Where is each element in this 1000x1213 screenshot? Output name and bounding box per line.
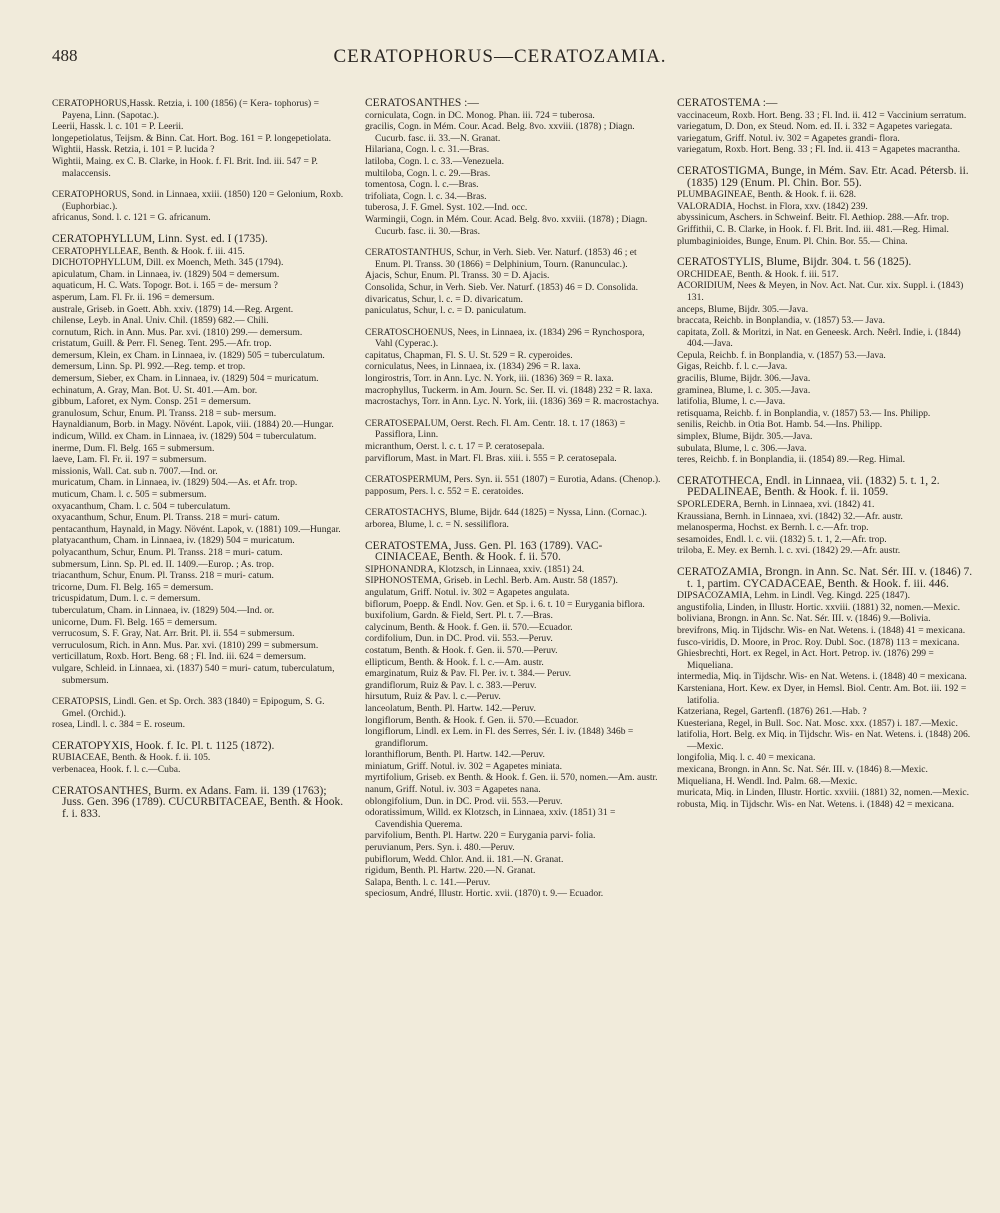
species-line: DIPSACOZAMIA, Lehm. in Lindl. Veg. Kingd. 225 (1847). [677,590,910,602]
species-line: biflorum, Poepp. & Endl. Nov. Gen. et Sp. i. 6. t. 10 = Eurygania biflora. [365,598,645,610]
species-line: gracilis, Blume, Bijdr. 306.—Java. [677,373,811,385]
genus-entry [365,247,661,317]
species-line: corniculata, Cogn. in DC. Monog. Phan. iii. 724 = tuberosa. [365,109,595,121]
species-line: verruculosum, Rich. in Ann. Mus. Par. xvi. (1810) 299 = submersum. [52,639,319,651]
species-line: Warmingii, Cogn. in Mém. Cour. Acad. Belg. 8vo. xxviii. (1878) ; Diagn. Cucurb. fasc. ii. 30.—Bras. [365,213,648,237]
species-line: cordifolium, Dun. in DC. Prod. vii. 553.—Peruv. [365,633,553,645]
species-line: variegatum, Roxb. Hort. Beng. 33 ; Fl. Ind. ii. 413 = Agapetes macrantha. [677,144,961,156]
species-line: longirostris, Torr. in Ann. Lyc. N. York, iii. (1836) 369 = R. laxa. [365,373,614,385]
species-line: senilis, Reichb. in Otia Bot. Hamb. 54.—Ins. Philipp. [677,419,883,431]
species-line: polyacanthum, Schur, Enum. Pl. Transs. 218 = muri- catum. [52,546,283,558]
genus-heading: CERATOSTEMA, Juss. Gen. Pl. 163 (1789). VAC- CINIACEAE, Benth. & Hook. f. ii. 570. [365,539,603,564]
species-line: pentacanthum, Haynald, in Magy. Növént. Lapok, v. (1881) 109.—Hungar. [52,523,341,535]
genus-heading: CERATOSTANTHUS, Schur, in Verh. Sieb. Ver. Naturf. (1853) 46 ; et Enum. Pl. Transs. 30 (1866) = Delphinium, Tourn. (Ranunculac.). [365,247,637,270]
species-line: muticum, Cham. l. c. 505 = submersum. [52,489,207,500]
page-header [0,46,1000,76]
species-line: SPORLEDERA, Bernh. in Linnaea, xvi. (1842) 41. [677,499,875,510]
species-line: parviflorum, Mast. in Mart. Fl. Bras. xiii. i. 555 = P. ceratosepala. [365,452,617,464]
species-line: intermedia, Miq. in Tijdschr. Wis- en Nat. Wetens. i. (1848) 40 = mexicana. [677,671,967,683]
species-line: macrophyllus, Tuckerm. in Am. Journ. Sc. Ser. II. vi. (1848) 232 = R. laxa. [365,384,653,396]
species-line: parvifolium, Benth. Pl. Hartw. 220 = Eurygania parvi- folia. [365,830,596,842]
species-line: fusco-viridis, D. Moore, in Proc. Roy. Dubl. Soc. (1878) 113 = mexicana. [677,636,960,648]
species-line: Wightii, Maing. ex C. B. Clarke, in Hook. f. Fl. Brit. Ind. iii. 547 = P. malaccensis. [52,155,318,179]
species-line: platyacanthum, Cham. in Linnaea, iv. (1829) 504 = muricatum. [52,535,295,547]
species-line: loranthiflorum, Benth. Pl. Hartw. 142.—Peruv. [365,749,545,761]
species-line: latifolia, Hort. Belg. ex Miq. in Tijdschr. Wis- en Nat. Wetens. i. (1848) 206.—Mexic. [677,729,971,752]
species-line: tricuspidatum, Dum. l. c. = demersum. [52,593,201,605]
species-line: melanosperma, Hochst. ex Bernh. l. c.—Afr. trop. [677,522,869,534]
genus-entry [677,166,977,247]
species-line: speciosum, André, Illustr. Hortic. xvii. (1870) t. 9.— Ecuador. [365,888,604,900]
species-line: rigidum, Benth. Pl. Hartw. 220.—N. Granat. [365,865,536,877]
species-line: PLUMBAGINEAE, Benth. & Hook. f. ii. 628. [677,189,857,201]
species-line: submersum, Linn. Sp. Pl. ed. II. 1409.—Europ. ; As. trop. [52,558,274,570]
species-line: simplex, Blume, Bijdr. 305.—Java. [677,431,813,443]
species-line: tuberosa, J. F. Gmel. Syst. 102.—Ind. occ. [365,202,528,214]
species-line: Hilariana, Cogn. l. c. 31.—Bras. [365,144,490,156]
species-line: subulata, Blume, l. c. 306.—Java. [677,442,807,454]
species-line: angustifolia, Linden, in Illustr. Hortic. xxviii. (1881) 32, nomen.—Mexic. [677,601,960,613]
species-line: variegatum, Griff. Notul. iv. 302 = Agapetes grandi- flora. [677,132,900,144]
species-line: miniatum, Griff. Notul. iv. 302 = Agapetes miniata. [365,760,562,772]
species-line: asperum, Lam. Fl. Fr. ii. 196 = demersum. [52,291,215,303]
species-line: Kraussiana, Bernh. in Linnaea, xvi. (1842) 32.—Afr. austr. [677,510,903,522]
genus-entry [365,474,661,497]
species-line: echinatum, A. Gray, Man. Bot. U. St. 401.—Am. bor. [52,384,258,396]
species-line: CERATOPHYLLEAE, Benth. & Hook. f. iii. 415. [52,245,245,257]
species-line: africanus, Sond. l. c. 121 = G. africanum. [52,212,211,224]
species-line: verrucosum, S. F. Gray, Nat. Arr. Brit. Pl. ii. 554 = submersum. [52,628,295,640]
species-line: granulosum, Schur, Enum. Pl. Transs. 218 = sub- mersum. [52,407,277,419]
species-line: VALORADIA, Hochst. in Flora, xxv. (1842) 239. [677,200,868,212]
species-line: macrostachys, Torr. in Ann. Lyc. N. York, iii. (1836) 369 = R. macrostachya. [365,396,659,408]
species-line: triacanthum, Schur, Enum. Pl. Transs. 218 = muri- catum. [52,570,274,582]
species-line: demersum, Linn. Sp. Pl. 992.—Reg. temp. et trop. [52,361,246,373]
species-line: graminea, Blume, l. c. 305.—Java. [677,384,811,396]
species-line: hirsutum, Ruiz & Pav. l. c.—Peruv. [365,691,501,703]
species-line: gracilis, Cogn. in Mém. Cour. Acad. Belg. 8vo. xxviii. (1878) ; Diagn. Cucurb. fasc. ii. 33.—N. Granat. [365,121,635,144]
species-line: corniculatus, Nees, in Linnaea, ix. (1834) 296 = R. laxa. [365,361,581,373]
species-line: Kuesteriana, Regel, in Bull. Soc. Nat. Mosc. xxx. (1857) i. 187.—Mexic. [677,717,958,729]
species-line: ellipticum, Benth. & Hook. f. l. c.—Am. austr. [365,656,544,668]
species-line: Katzeriana, Regel, Gartenfl. (1876) 261.—Hab. ? [677,706,867,718]
species-line: verbenacea, Hook. f. l. c.—Cuba. [52,764,181,776]
genus-heading: CERATOPHYLLUM, Linn. Syst. ed. I (1735). [52,232,268,245]
genus-heading: CERATOSTACHYS, Blume, Bijdr. 644 (1825) = Nyssa, Linn. (Cornac.). [365,507,647,519]
species-line: Ajacis, Schur, Enum. Pl. Transs. 30 = D. Ajacis. [365,270,550,282]
species-line: abyssinicum, Aschers. in Schweinf. Beitr. Fl. Aethiop. 288.—Afr. trop. [677,212,950,224]
genus-entry [52,696,345,731]
species-line: Haynaldianum, Borb. in Magy. Növént. Lapok, viii. (1884) 20.—Hungar. [52,419,334,431]
species-line: rosea, Lindl. l. c. 384 = E. roseum. [52,719,186,731]
species-line: RUBIACEAE, Benth. & Hook. f. ii. 105. [52,752,211,764]
species-line: ACORIDIUM, Nees & Meyen, in Nov. Act. Nat. Cur. xix. Suppl. i. (1843) 131. [677,280,964,303]
species-line: teres, Reichb. f. in Bonplandia, ii. (1854) 89.—Reg. Himal. [677,454,906,466]
species-line: Salapa, Benth. l. c. 141.—Peruv. [365,876,491,888]
species-line: unicorne, Dum. Fl. Belg. 165 = demersum. [52,616,218,628]
species-line: robusta, Miq. in Tijdschr. Wis- en Nat. Wetens. i. (1848) 42 = mexicana. [677,798,955,810]
species-line: Cepula, Reichb. f. in Bonplandia, v. (1857) 53.—Java. [677,349,886,361]
genus-heading: CERATOPYXIS, Hook. f. Ic. Pl. t. 1125 (1872). [52,739,275,752]
column-left [52,98,345,830]
species-line: missionis, Wall. Cat. sub n. 7007.—Ind. or. [52,465,218,477]
species-line: demersum, Sieber, ex Cham. in Linnaea, iv. (1829) 504 = muricatum. [52,373,319,385]
species-line: Gigas, Reichb. f. l. c.—Java. [677,361,788,373]
column-right [677,98,977,820]
species-line: tuberculatum, Cham. in Linnaea, iv. (1829) 504.—Ind. or. [52,604,275,616]
column-middle [365,98,661,910]
species-line: longifolia, Miq. l. c. 40 = mexicana. [677,752,816,764]
genus-entry [52,234,345,686]
species-line: tricorne, Dum. Fl. Belg. 165 = demersum. [52,581,214,593]
species-line: oxyacanthum, Cham. l. c. 504 = tuberculatum. [52,500,231,512]
species-line: Leerii, Hassk. l. c. 101 = P. Leerii. [52,121,184,133]
species-line: paniculatus, Schur, l. c. = D. paniculatum. [365,305,527,317]
genus-entry [365,327,661,408]
species-line: myrtifolium, Griseb. ex Benth. & Hook. f. Gen. ii. 570, nomen.—Am. austr. [365,772,658,784]
genus-entry [52,98,345,179]
page-title: CERATOPHORUS—CERATOZAMIA. [333,46,667,67]
species-line: triloba, E. Mey. ex Bernh. l. c. xvi. (1842) 29.—Afr. austr. [677,545,901,557]
species-line: Miqueliana, H. Wendl. Ind. Palm. 68.—Mexic. [677,775,858,787]
genus-heading: CERATOZAMIA, Brongn. in Ann. Sc. Nat. Sér. III. v. (1846) 7. t. 1, partim. CYCADACEAE, Benth. & Hook. f. iii. 446. [677,565,973,590]
species-line: braccata, Reichb. in Bonplandia, v. (1857) 53.— Java. [677,315,885,327]
genus-entry [52,786,345,821]
species-line: Griffithii, C. B. Clarke, in Hook. f. Fl. Brit. Ind. iii. 481.—Reg. Himal. [677,223,949,235]
genus-entry [677,476,977,557]
species-line: Consolida, Schur, in Verh. Sieb. Ver. Naturf. (1853) 46 = D. Consolida. [365,281,639,293]
genus-heading: CERATOSTYLIS, Blume, Bijdr. 304. t. 56 (1825). [677,256,912,269]
species-line: latiloba, Cogn. l. c. 33.—Venezuela. [365,155,505,167]
species-line: grandiflorum, Ruiz & Pav. l. c. 383.—Peruv. [365,679,537,691]
species-line: micranthum, Oerst. l. c. t. 17 = P. ceratosepala. [365,441,545,453]
species-line: nanum, Griff. Notul. iv. 303 = Agapetes nana. [365,784,541,796]
species-line: angulatum, Griff. Notul. iv. 302 = Agapetes angulata. [365,586,570,598]
genus-entry [365,418,661,464]
species-line: brevifrons, Miq. in Tijdschr. Wis- en Nat. Wetens. i. (1848) 41 = mexicana. [677,624,966,636]
genus-entry [52,741,345,776]
genus-entry [365,541,661,900]
species-line: chilense, Leyb. in Anal. Univ. Chil. (1859) 682.— Chili. [52,315,269,327]
genus-entry [365,507,661,530]
genus-entry [677,98,977,156]
species-line: tomentosa, Cogn. l. c.—Bras. [365,179,479,191]
species-line: indicum, Willd. ex Cham. in Linnaea, iv. (1829) 504 = tuberculatum. [52,431,317,443]
genus-heading: CERATOSTIGMA, Bunge, in Mém. Sav. Etr. Acad. Pétersb. ii. (1835) 129 (Enum. Pl. Chin. Bor. 55). [677,164,969,189]
species-line: Wightii, Hassk. Retzia, i. 101 = P. lucida ? [52,144,215,156]
species-line: retisquama, Reichb. f. in Bonplandia, v. (1857) 53.— Ins. Philipp. [677,407,931,419]
species-line: capitata, Zoll. & Moritzi, in Nat. en Geneesk. Arch. Neêrl. Indie, i. (1844) 404.—Java. [677,326,961,350]
species-line: calycinum, Benth. & Hook. f. Gen. ii. 570.—Ecuador. [365,621,573,633]
genus-heading: CERATOSPERMUM, Pers. Syn. ii. 551 (1807) = Eurotia, Adans. (Chenop.). [365,474,661,486]
species-line: lanceolatum, Benth. Pl. Hartw. 142.—Peruv. [365,702,536,714]
species-line: australe, Griseb. in Goett. Abh. xxiv. (1879) 14.—Reg. Argent. [52,303,294,315]
species-line: papposum, Pers. l. c. 552 = E. ceratoides. [365,485,524,497]
species-line: cornutum, Rich. in Ann. Mus. Par. xvi. (1810) 299.— demersum. [52,326,303,338]
genus-heading: CERATOSEPALUM, Oerst. Rech. Fl. Am. Centr. 18. t. 17 (1863) = Passiflora, Linn. [365,417,626,441]
species-line: multiloba, Cogn. l. c. 29.—Bras. [365,167,491,179]
species-line: odoratissimum, Willd. ex Klotzsch, in Linnaea, xxiv. (1851) 31 = Cavendishia Querema. [365,807,616,830]
genus-heading: CERATOPHORUS, Sond. in Linnaea, xxiii. (1850) 120 = Gelonium, Roxb. (Euphorbiac.). [52,189,344,212]
genus-heading: CERATOSCHOENUS, Nees, in Linnaea, ix. (1834) 296 = Rynchospora, Vahl (Cyperac.). [365,326,645,350]
species-line: inerme, Dum. Fl. Belg. 165 = submersum. [52,442,215,454]
species-line: Karsteniana, Hort. Kew. ex Dyer, in Hemsl. Biol. Centr. Am. Bot. iii. 192 = latifolia. [677,682,967,706]
species-line: longepetiolatus, Teijsm. & Binn. Cat. Hort. Bog. 161 = P. longepetiolata. [52,132,332,144]
species-line: Ghiesbrechti, Hort. ex Regel, in Act. Hort. Petrop. iv. (1876) 299 = Miqueliana. [677,648,934,671]
genus-heading: CERATOSTEMA :— [677,97,778,109]
species-line: pubiflorum, Wedd. Chlor. And. ii. 181.—N. Granat. [365,853,564,865]
species-line: cristatum, Guill. & Perr. Fl. Seneg. Tent. 295.—Afr. trop. [52,338,272,350]
species-line: vulgare, Schleid. in Linnaea, xi. (1837) 540 = muri- catum, tuberculatum, submersum. [52,662,335,686]
species-line: emarginatum, Ruiz & Pav. Fl. Per. iv. t. 384.— Peruv. [365,668,572,680]
species-line: laeve, Lam. Fl. Fr. ii. 197 = submersum. [52,454,207,466]
species-line: SIPHONOSTEMA, Griseb. in Lechl. Berb. Am. Austr. 58 (1857). [365,575,618,587]
species-line: oxyacanthum, Schur, Enum. Pl. Transs. 218 = muri- catum. [52,512,280,524]
species-line: divaricatus, Schur, l. c. = D. divaricatum. [365,293,523,305]
genus-heading: CERATOSANTHES, Burm. ex Adans. Fam. ii. 139 (1763); Juss. Gen. 396 (1789). CUCURBITACEAE, Benth. & Hook. f. i. 833. [52,784,344,820]
species-line: vaccinaceum, Roxb. Hort. Beng. 33 ; Fl. Ind. ii. 412 = Vaccinium serratum. [677,109,967,121]
genus-entry [365,98,661,237]
species-line: trifoliata, Cogn. l. c. 34.—Bras. [365,190,487,202]
species-line: latifolia, Blume, l. c.—Java. [677,396,786,408]
species-line: ORCHIDEAE, Benth. & Hook. f. iii. 517. [677,268,839,280]
species-line: longiflorum, Benth. & Hook. f. Gen. ii. 570.—Ecuador. [365,714,579,726]
genus-heading: CERATOPSIS, Lindl. Gen. et Sp. Orch. 383 (1840) = Epipogum, S. G. Gmel. (Orchid.). [52,696,325,719]
species-line: muricatum, Cham. in Linnaea, iv. (1829) 504.—As. et Afr. trop. [52,477,298,489]
species-line: costatum, Benth. & Hook. f. Gen. ii. 570.—Peruv. [365,644,558,656]
species-line: muricata, Miq. in Linden, Illustr. Hortic. xxviii. (1881) 32, nomen.—Mexic. [677,787,970,799]
species-line: demersum, Klein, ex Cham. in Linnaea, iv. (1829) 505 = tuberculatum. [52,349,325,361]
species-line: buxifolium, Gardn. & Field, Sert. Pl. t. 7.—Bras. [365,610,553,622]
species-line: apiculatum, Cham. in Linnaea, iv. (1829) 504 = demersum. [52,268,280,280]
species-line: anceps, Blume, Bijdr. 305.—Java. [677,303,809,315]
species-line: gibbum, Laforet, ex Nym. Consp. 251 = demersum. [52,396,251,408]
genus-heading: CERATOPHORUS,Hassk. Retzia, i. 100 (1856) (= Kera- tophorus) = Payena, Linn. (Sapotac.). [52,98,319,121]
species-line: mexicana, Brongn. in Ann. Sc. Nat. Sér. III. v. (1846) 8.—Mexic. [677,764,928,776]
species-line: verticillatum, Roxb. Hort. Beng. 68 ; Fl. Ind. iii. 624 = demersum. [52,651,307,663]
genus-entry [677,257,977,466]
species-line: variegatum, D. Don, ex Steud. Nom. ed. II. i. 332 = Agapetes variegata. [677,121,953,133]
page-number: 488 [52,46,78,65]
species-line: peruvianum, Pers. Syn. i. 480.—Peruv. [365,842,515,854]
genus-entry [52,189,345,224]
species-line: arborea, Blume, l. c. = N. sessiliflora. [365,519,509,530]
genus-heading: CERATOTHECA, Endl. in Linnaea, vii. (1832) 5. t. 1, 2. PEDALINEAE, Benth. & Hook. f. ii. 1059. [677,474,940,499]
species-line: sesamoides, Endl. l. c. vii. (1832) 5. t. 1, 2.—Afr. trop. [677,533,887,545]
genus-heading: CERATOSANTHES :— [365,97,479,109]
species-line: SIPHONANDRA, Klotzsch, in Linnaea, xxiv. (1851) 24. [365,563,585,575]
genus-entry [677,567,977,810]
species-line: boliviana, Brongn. in Ann. Sc. Nat. Sér. III. v. (1846) 9.—Bolivia. [677,613,931,625]
species-line: longiflorum, Lindl. ex Lem. in Fl. des Serres, Sér. I. iv. (1848) 346b = grandiflorum. [365,726,634,749]
species-line: capitatus, Chapman, Fl. S. U. St. 529 = R. cyperoides. [365,349,573,361]
species-line: DICHOTOPHYLLUM, Dill. ex Moench, Meth. 345 (1794). [52,257,284,269]
species-line: plumbaginioides, Bunge, Enum. Pl. Chin. Bor. 55.— China. [677,235,908,247]
species-line: oblongifolium, Dun. in DC. Prod. vii. 553.—Peruv. [365,795,563,807]
species-line: aquaticum, H. C. Wats. Topogr. Bot. i. 165 = de- mersum ? [52,280,278,292]
